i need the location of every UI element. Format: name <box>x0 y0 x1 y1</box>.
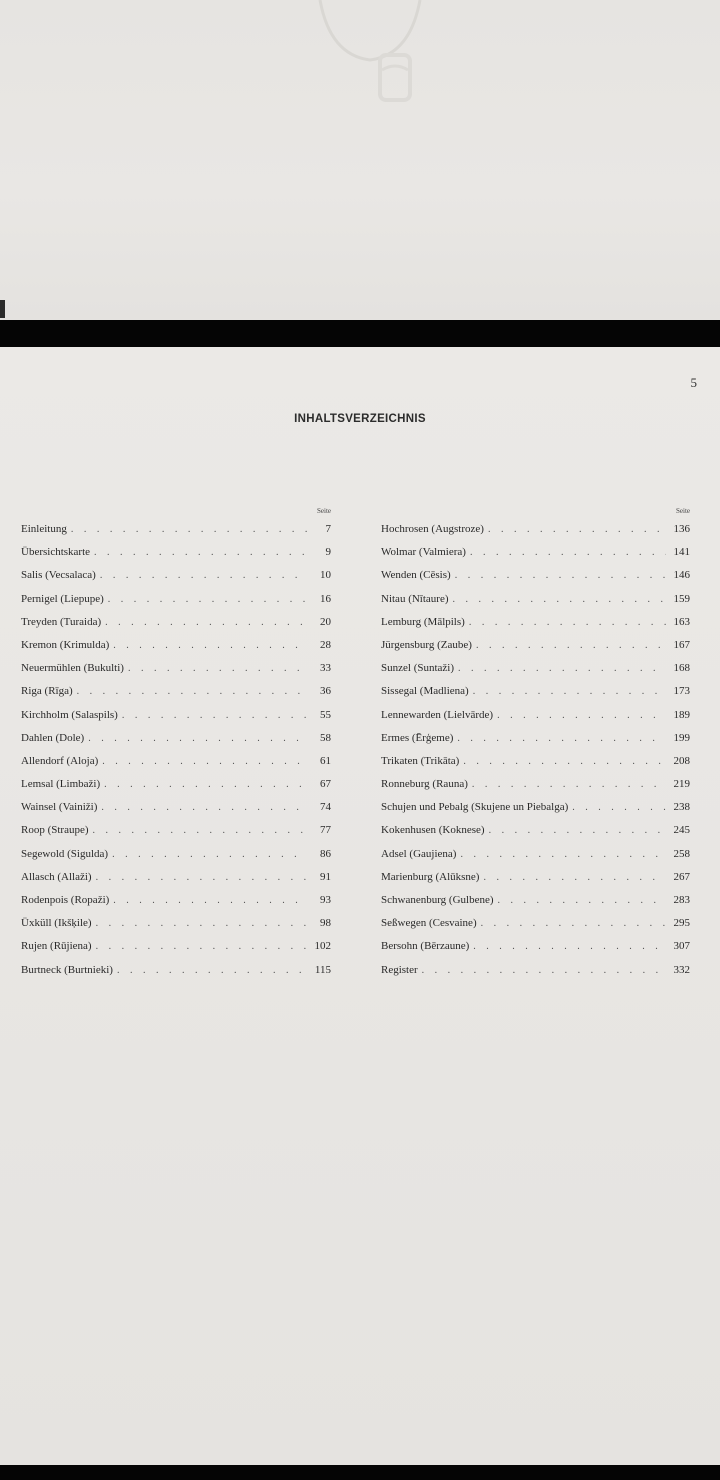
toc-entry <box>21 940 331 963</box>
leader-dots <box>469 617 666 628</box>
toc-entry <box>381 755 690 778</box>
toc-entry-title: Wenden (Cēsis) <box>381 569 451 582</box>
toc-entry-page: 245 <box>673 824 690 837</box>
toc-entry-page: 77 <box>320 824 331 837</box>
toc-entry <box>381 940 690 963</box>
toc-entry-page: 199 <box>673 731 690 744</box>
leader-dots <box>122 710 307 721</box>
toc-entry <box>21 732 331 755</box>
toc-entry-page: 332 <box>673 963 690 976</box>
leader-dots <box>497 710 666 721</box>
toc-entry <box>381 848 690 871</box>
toc-entry <box>381 801 690 824</box>
toc-entry-title: Schwanenburg (Gulbene) <box>381 894 494 906</box>
toc-entry-title: Kremon (Krimulda) <box>21 638 110 651</box>
leader-dots <box>422 965 666 976</box>
toc-entry <box>21 709 331 732</box>
toc-entry <box>21 546 331 569</box>
toc-entry-page: 208 <box>673 754 690 767</box>
toc-entry <box>381 593 690 616</box>
toc-entry-page: 136 <box>673 523 690 535</box>
leader-dots <box>93 825 307 836</box>
toc-column-left <box>21 507 331 987</box>
toc-entry-page: 58 <box>320 731 331 744</box>
toc-entry-page: 115 <box>314 963 331 976</box>
leader-dots <box>481 918 666 929</box>
leader-dots <box>88 733 307 744</box>
toc-entry <box>381 685 690 708</box>
toc-entry <box>21 523 331 546</box>
toc-entry-page: 91 <box>320 870 331 883</box>
toc-entry-title: Treyden (Turaida) <box>21 615 102 628</box>
toc-entry <box>381 709 690 732</box>
toc-entry-title: Kokenhusen (Koknese) <box>381 824 485 837</box>
toc-entry-title: Dahlen (Dole) <box>21 731 85 744</box>
page-edge-mark <box>0 300 5 318</box>
toc-entry <box>381 639 690 662</box>
leader-dots <box>77 686 307 697</box>
toc-entry <box>21 964 331 987</box>
leader-dots <box>463 756 666 767</box>
leader-dots <box>572 802 666 813</box>
toc-entry-page: 159 <box>673 592 690 605</box>
toc-entry-page: 55 <box>320 708 331 721</box>
toc-entry <box>381 964 690 987</box>
toc-entry-page: 238 <box>673 801 690 814</box>
toc-entry-title: Sunzel (Suntaži) <box>381 662 455 675</box>
toc-entry <box>21 778 331 801</box>
previous-page <box>0 0 720 320</box>
toc-entry-page: 28 <box>320 638 331 651</box>
leader-dots <box>498 895 666 906</box>
toc-entry-page: 98 <box>320 917 331 930</box>
toc-entry <box>21 755 331 778</box>
toc-entry-page: 74 <box>320 801 331 814</box>
toc-entry-title: Sissegal (Madliena) <box>381 685 469 698</box>
toc-entry-page: 307 <box>673 940 690 953</box>
toc-entry-title: Einleitung <box>21 523 67 535</box>
toc-entry-page: 295 <box>673 917 690 930</box>
toc-list-right <box>381 523 690 987</box>
leader-dots <box>489 825 666 836</box>
page-title: INHALTSVERZEICHNIS <box>294 413 426 425</box>
toc-entry-title: Nitau (Nītaure) <box>381 592 449 605</box>
leader-dots <box>473 686 666 697</box>
toc-entry-title: Lennewarden (Lielvārde) <box>381 708 494 721</box>
leader-dots <box>101 802 307 813</box>
leader-dots <box>470 547 666 558</box>
leader-dots <box>102 756 307 767</box>
toc-entry <box>381 824 690 847</box>
toc-entry-page: 146 <box>673 569 690 582</box>
seite-header: Seite <box>676 507 690 515</box>
toc-entry <box>21 616 331 639</box>
toc-entry <box>21 871 331 894</box>
toc-entry-page: 267 <box>673 870 690 883</box>
toc-entry-page: 141 <box>673 546 690 559</box>
toc-entry <box>21 569 331 592</box>
toc-entry-title: Pernigel (Liepupe) <box>21 592 104 605</box>
leader-dots <box>472 779 666 790</box>
leader-dots <box>113 895 307 906</box>
leader-dots <box>96 941 307 952</box>
toc-entry <box>21 894 331 917</box>
toc-entry <box>381 546 690 569</box>
leader-dots <box>94 547 307 558</box>
toc-entry <box>21 848 331 871</box>
toc-entry-title: Trikaten (Trikāta) <box>381 754 460 767</box>
toc-entry-title: Rodenpois (Ropaži) <box>21 894 110 906</box>
leader-dots <box>458 663 666 674</box>
toc-entry-title: Üxküll (Ikšķile) <box>21 917 92 930</box>
toc-entry-title: Segewold (Sigulda) <box>21 847 109 860</box>
toc-entry-page: 168 <box>673 662 690 675</box>
toc-entry-title: Marienburg (Alūksne) <box>381 870 480 883</box>
leader-dots <box>473 941 666 952</box>
toc-entry-title: Salis (Vecsalaca) <box>21 569 96 582</box>
leader-dots <box>105 617 307 628</box>
toc-entry-page: 9 <box>325 546 331 559</box>
toc-entry-title: Rujen (Rūjiena) <box>21 940 92 953</box>
leader-dots <box>96 918 307 929</box>
toc-entry <box>381 917 690 940</box>
toc-entry-title: Übersichtskarte <box>21 546 91 559</box>
toc-entry-page: 61 <box>320 754 331 767</box>
seite-header: Seite <box>317 507 331 515</box>
leader-dots <box>455 570 666 581</box>
toc-entry <box>381 894 690 917</box>
toc-entry <box>21 593 331 616</box>
toc-entry-title: Register <box>381 963 418 976</box>
toc-entry-page: 189 <box>673 708 690 721</box>
toc-entry-title: Allendorf (Aloja) <box>21 754 99 767</box>
leader-dots <box>100 570 307 581</box>
leader-dots <box>453 594 667 605</box>
toc-entry-title: Burtneck (Burtnieki) <box>21 963 113 976</box>
toc-entry-page: 219 <box>673 778 690 791</box>
toc-entry-page: 16 <box>320 592 331 605</box>
toc-entry <box>21 801 331 824</box>
leader-dots <box>117 965 307 976</box>
toc-entry-page: 20 <box>320 615 331 628</box>
toc-entry-page: 163 <box>673 615 690 628</box>
leader-dots <box>128 663 307 674</box>
toc-entry-page: 10 <box>320 569 331 582</box>
leader-dots <box>476 640 666 651</box>
leader-dots <box>112 849 307 860</box>
toc-entry <box>21 639 331 662</box>
toc-entry-title: Ermes (Ērģeme) <box>381 731 454 744</box>
toc-entry <box>381 569 690 592</box>
toc-entry-title: Riga (Rīga) <box>21 685 73 698</box>
toc-entry-title: Jürgensburg (Zaube) <box>381 638 472 651</box>
toc-entry <box>381 732 690 755</box>
leader-dots <box>460 849 666 860</box>
toc-entry-title: Schujen und Pebalg (Skujene un Piebalga) <box>381 801 569 814</box>
toc-entry-title: Wainsel (Vainiži) <box>21 801 98 814</box>
leader-dots <box>488 524 666 535</box>
toc-entry-title: Allasch (Allaži) <box>21 870 92 883</box>
toc-entry <box>21 685 331 708</box>
leader-dots <box>457 733 666 744</box>
toc-entry-title: Lemburg (Mālpils) <box>381 615 465 628</box>
toc-entry-title: Adsel (Gaujiena) <box>381 847 457 860</box>
leader-dots <box>113 640 307 651</box>
toc-entry-title: Wolmar (Valmiera) <box>381 546 466 559</box>
leader-dots <box>108 594 307 605</box>
emblem-bleedthrough-icon <box>310 0 430 110</box>
toc-entry <box>21 662 331 685</box>
toc-entry <box>381 871 690 894</box>
toc-entry-page: 7 <box>325 523 331 535</box>
toc-entry <box>381 523 690 546</box>
toc-entry-title: Lemsal (Limbaži) <box>21 778 101 791</box>
toc-entry-title: Bersohn (Bērzaune) <box>381 940 470 953</box>
toc-entry-page: 93 <box>320 894 331 906</box>
leader-dots <box>71 524 307 535</box>
toc-entry <box>381 778 690 801</box>
page-gap <box>0 320 720 347</box>
toc-list-left <box>21 523 331 987</box>
toc-entry-page: 36 <box>320 685 331 698</box>
toc-column-right <box>381 507 690 987</box>
toc-entry <box>381 662 690 685</box>
toc-entry <box>381 616 690 639</box>
toc-page <box>0 347 720 1465</box>
toc-entry-title: Kirchholm (Salaspils) <box>21 708 118 721</box>
toc-entry-title: Ronneburg (Rauna) <box>381 778 468 791</box>
toc-entry <box>21 917 331 940</box>
leader-dots <box>104 779 307 790</box>
bottom-edge <box>0 1465 720 1480</box>
toc-entry-page: 167 <box>673 638 690 651</box>
toc-entry-title: Hochrosen (Augstroze) <box>381 523 484 535</box>
toc-entry <box>21 824 331 847</box>
toc-entry-page: 283 <box>673 894 690 906</box>
leader-dots <box>483 872 666 883</box>
toc-entry-page: 67 <box>320 778 331 791</box>
toc-entry-page: 102 <box>314 940 331 953</box>
toc-entry-page: 86 <box>320 847 331 860</box>
toc-entry-page: 173 <box>673 685 690 698</box>
toc-entry-page: 33 <box>320 662 331 675</box>
leader-dots <box>96 872 307 883</box>
page-number: 5 <box>690 375 697 390</box>
toc-entry-title: Seßwegen (Cesvaine) <box>381 917 477 930</box>
toc-entry-page: 258 <box>673 847 690 860</box>
toc-entry-title: Neuermühlen (Bukulti) <box>21 662 124 675</box>
toc-entry-title: Roop (Straupe) <box>21 824 89 837</box>
